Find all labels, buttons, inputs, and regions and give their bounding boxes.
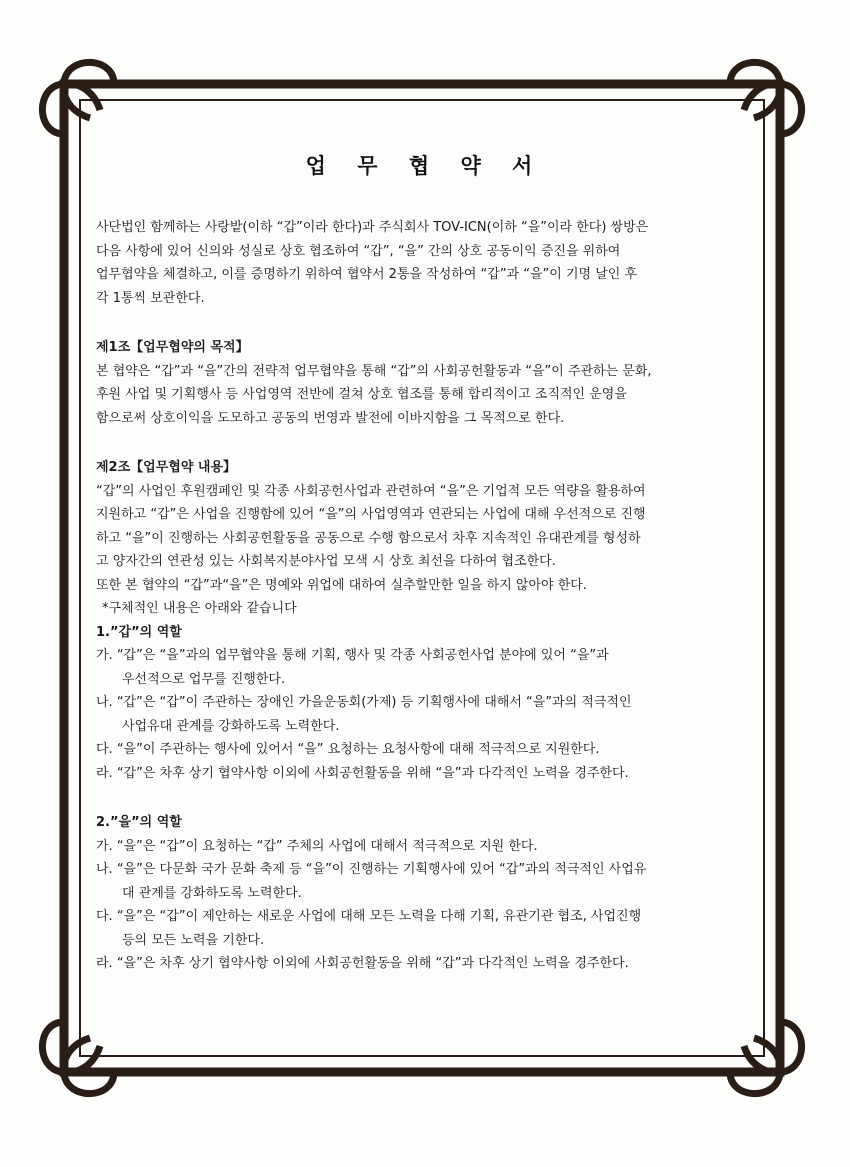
role-2-item: 나. “을”은 다문화 국가 문화 축제 등 “을”이 진행하는 기획행사에 있어 “갑”과의 적극적인 사업유: [96, 862, 647, 877]
intro-paragraph: [96, 216, 736, 310]
article-2-heading: 제2조【업무협약 내용】: [96, 460, 237, 475]
role-1-item: 가. “갑”은 “을”과의 업무협약을 통해 기획, 행사 및 각종 사회공헌사업 분야에 있어 “을”과: [96, 648, 609, 663]
article-1-line: 후원 사업 및 기획행사 등 사업영역 전반에 걸쳐 상호 협조를 통해 합리적이고 조직적인 운영을: [96, 387, 627, 402]
article-1-heading: 제1조【업무협약의 목적】: [96, 340, 249, 355]
role-2-item: 라. “을”은 차후 상기 협약사항 이외에 사회공헌활동을 위해 “갑”과 다각적인 노력을 경주한다.: [96, 956, 629, 971]
role-1-heading: 1.”갑”의 역할: [96, 624, 182, 640]
role-2-item: 가. “을”은 “갑”이 요청하는 “갑” 주체의 사업에 대해서 적극적으로 지원 한다.: [96, 838, 538, 854]
role-2-item-cont: 등의 모든 노력을 기한다.: [122, 932, 265, 948]
agreement-document: [96, 150, 736, 976]
intro-line: 업무협약을 체결하고, 이를 증명하기 위하여 협약서 2통을 작성하여 “갑”과 “을”이 기명 날인 후: [96, 267, 638, 282]
role-1-item: 나. “갑”은 “갑”이 주관하는 장애인 가을운동회(가제) 등 기획행사에 대해서 “을”과의 적극적인: [96, 695, 632, 710]
role-2-item-cont: 대 관계를 강화하도록 노력한다.: [122, 885, 302, 901]
role-1-item-cont: 사업유대 관계를 강화하도록 노력한다.: [122, 718, 340, 734]
article-1-line: 본 협약은 “갑”과 “을”간의 전략적 업무협약을 통해 “갑”의 사회공헌활동과 “을”이 주관하는 문화,: [96, 363, 652, 379]
role-1-item-cont: 우선적으로 업무를 진행한다.: [122, 671, 286, 687]
article-1-line: 함으로써 상호이익을 도모하고 공동의 번영과 발전에 이바지함을 그 목적으로 한다.: [96, 410, 565, 426]
role-1-item: 라. “갑”은 차후 상기 협약사항 이외에 사회공헌활동을 위해 “을”과 다각적인 노력을 경주한다.: [96, 765, 629, 781]
role-2-item: 다. “을”은 “갑”이 제안하는 새로운 사업에 대해 모든 노력을 다해 기획, 유관기관 협조, 사업진행: [96, 909, 642, 924]
article-2-note: *구체적인 내용은 아래와 같습니다: [102, 601, 297, 616]
article-2-line: 하고 “을”이 진행하는 사회공헌활동을 공동으로 수행 함으로서 차후 지속적인 유대관계를 형성하: [96, 530, 641, 546]
article-2: [96, 456, 736, 976]
document-title: 업 무 협 약 서: [305, 154, 545, 178]
role-2-heading: 2.”을”의 역할: [96, 815, 182, 830]
role-1-item: 다. “을”이 주관하는 행사에 있어서 “을” 요청하는 요청사항에 대해 적극적으로 지원한다.: [96, 742, 600, 757]
intro-line: 다음 사항에 있어 신의와 성실로 상호 협조하여 “갑”, “을” 간의 상호 공동이익 증진을 위하여: [96, 243, 621, 259]
article-2-line: “갑”의 사업인 후원캠페인 및 각종 사회공헌사업과 관련하여 “을”은 기업적 모든 역량을 활용하여: [96, 483, 646, 499]
intro-line: 사단법인 함께하는 사랑밭(이하 “갑”이라 한다)과 주식회사 TOV-ICN(이하 “을”이라 한다) 쌍방은: [96, 220, 649, 235]
article-1: [96, 336, 736, 430]
intro-line: 각 1통씩 보관한다.: [96, 290, 205, 306]
article-2-line: 지원하고 “갑”은 사업을 진행함에 있어 “을”의 사업영역과 연관되는 사업에 대해 우선적으로 진행: [96, 507, 646, 522]
article-2-line: 고 양자간의 연관성 있는 사회복지분야사업 모색 시 상호 최선을 다하여 협조한다.: [96, 554, 556, 569]
article-2-line: 또한 본 협약의 “갑”과“을”은 명예와 위업에 대하여 실추할만한 일을 하지 않아야 한다.: [96, 577, 587, 593]
